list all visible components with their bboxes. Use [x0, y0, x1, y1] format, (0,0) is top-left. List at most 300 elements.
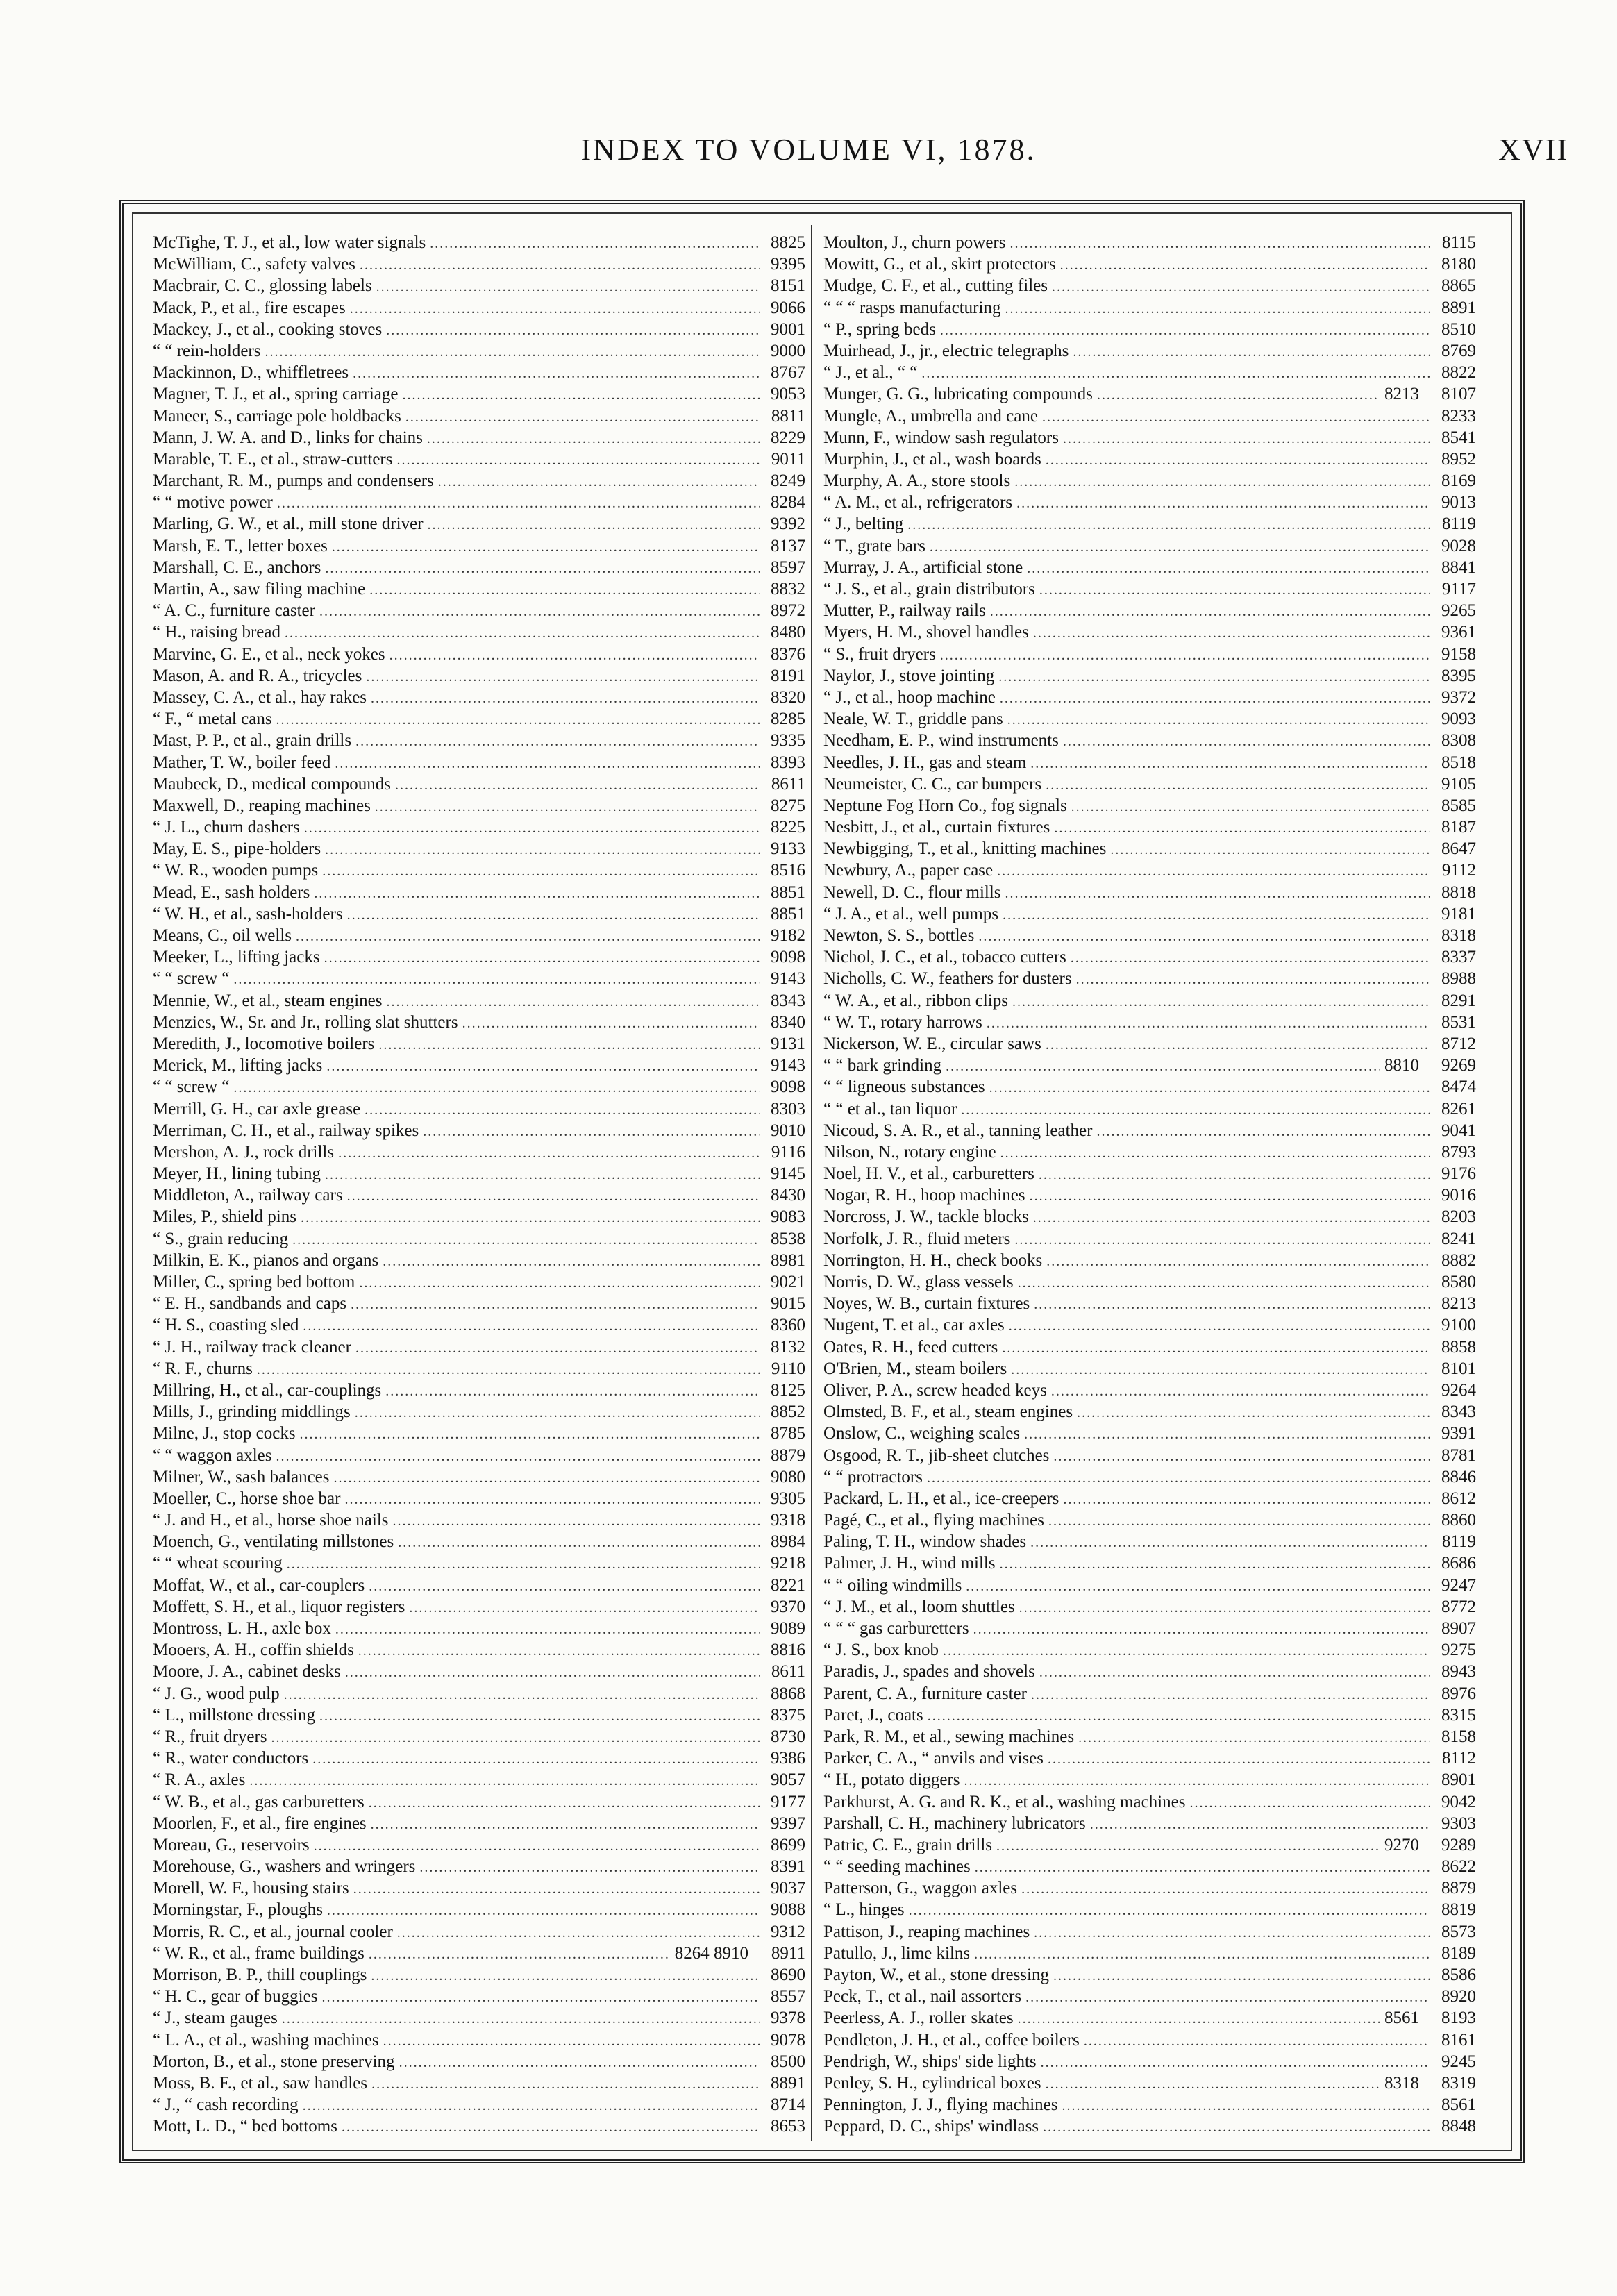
leader-dots	[1009, 1316, 1430, 1337]
entry-number: 8213	[1441, 1294, 1476, 1314]
entry-number: 9015	[771, 1294, 805, 1314]
index-entry	[153, 1336, 805, 1358]
leader-dots	[1002, 1338, 1430, 1359]
entry-number: 9080	[771, 1467, 805, 1486]
leader-dots	[940, 645, 1430, 667]
entry-number: 9105	[1441, 774, 1476, 794]
index-entry	[153, 838, 805, 860]
leader-dots	[1000, 1554, 1430, 1575]
index-entry	[153, 513, 805, 535]
entry-number: 8119	[1441, 514, 1476, 534]
entry-text: Mast, P. P., et al., grain drills	[153, 731, 352, 751]
leader-dots	[325, 1164, 760, 1186]
entry-text: Nickerson, W. E., circular saws	[823, 1034, 1041, 1053]
index-entry	[823, 644, 1476, 665]
entry-number: 9011	[771, 449, 805, 469]
leader-dots	[1000, 1143, 1430, 1164]
leader-dots	[1060, 255, 1430, 276]
leader-dots	[358, 1641, 760, 1662]
index-entry	[153, 1552, 805, 1574]
leader-dots	[366, 667, 760, 688]
leader-dots	[1062, 2095, 1430, 2117]
entry-number: 8811	[771, 406, 805, 426]
entry-text: “ “ motive power	[153, 493, 273, 512]
index-entry	[153, 730, 805, 751]
leader-dots	[351, 1294, 760, 1316]
entry-number: 8561	[1441, 2095, 1476, 2115]
index-entry	[823, 383, 1476, 405]
leader-dots	[345, 1662, 760, 1684]
entry-text: Marshall, C. E., anchors	[153, 558, 321, 577]
leader-dots	[946, 1056, 1380, 1078]
entry-number: 8340	[771, 1012, 805, 1032]
index-entry	[153, 1791, 805, 1813]
index-entry	[153, 1575, 805, 1596]
index-entry	[823, 1748, 1476, 1769]
leader-dots	[233, 969, 760, 991]
index-entry	[823, 1834, 1476, 1856]
entry-text: Newbury, A., paper case	[823, 861, 994, 880]
leader-dots	[393, 1511, 760, 1532]
entry-number: 9037	[771, 1879, 805, 1898]
index-entry	[823, 1769, 1476, 1791]
entry-number: 8115	[1441, 233, 1476, 252]
leader-dots	[344, 1489, 760, 1511]
leader-dots	[1077, 1402, 1430, 1424]
column-divider	[811, 225, 812, 2141]
index-entry	[153, 1834, 805, 1856]
entry-text: Marling, G. W., et al., mill stone driver	[153, 514, 424, 534]
entry-text: Needham, E. P., wind instruments	[823, 731, 1059, 751]
page-title: INDEX TO VOLUME VI, 1878.	[580, 133, 1037, 167]
leader-dots	[403, 385, 760, 406]
leader-dots	[974, 1944, 1430, 1966]
entry-text: “ A. C., furniture caster	[153, 601, 315, 621]
entry-text: Millring, H., et al., car-couplings	[153, 1380, 382, 1400]
leader-dots	[371, 1814, 760, 1836]
leader-dots	[353, 1879, 760, 1900]
entry-text: Mutter, P., railway rails	[823, 601, 986, 621]
entry-text: Middleton, A., railway cars	[153, 1186, 343, 1205]
index-entry	[823, 1986, 1476, 2007]
entry-number: 8284	[771, 493, 805, 512]
entry-number: 9305	[771, 1489, 805, 1508]
index-entry	[823, 1228, 1476, 1250]
index-entry	[153, 492, 805, 513]
index-entry	[153, 1877, 805, 1899]
entry-text: Patullo, J., lime kilns	[823, 1943, 971, 1963]
entry-text: “ “ “ rasps manufacturing	[823, 298, 1001, 317]
entry-text: Mead, E., sash holders	[153, 882, 310, 902]
index-entry	[823, 1358, 1476, 1380]
index-entry	[823, 1943, 1476, 1964]
leader-dots	[303, 1316, 760, 1337]
leader-dots	[1090, 1814, 1430, 1836]
index-entry	[823, 513, 1476, 535]
entry-number: 8952	[1441, 449, 1476, 469]
index-entry	[823, 773, 1476, 795]
index-entry	[823, 600, 1476, 621]
entry-text: “ H. S., coasting sled	[153, 1316, 299, 1335]
entry-number: 9269	[1441, 1056, 1476, 1075]
leader-dots	[1005, 883, 1430, 905]
leader-dots	[978, 926, 1430, 948]
entry-text: Payton, W., et al., stone dressing	[823, 1966, 1049, 1984]
entry-number: 8825	[771, 233, 805, 252]
entry-number: 8376	[771, 644, 805, 664]
entry-text: McTighe, T. J., et al., low water signals	[153, 233, 426, 252]
entry-text: Neptune Fog Horn Co., fog signals	[823, 796, 1067, 815]
index-entry	[153, 1098, 805, 1120]
entry-number: 9145	[771, 1164, 805, 1184]
entry-number: 8249	[771, 471, 805, 491]
index-entry	[823, 1380, 1476, 1401]
entry-number: 8586	[1441, 1966, 1476, 1984]
entry-number: 8712	[1441, 1034, 1476, 1053]
entry-number: 8112	[1441, 1749, 1476, 1768]
entry-number: 8187	[1441, 818, 1476, 837]
index-entry	[153, 557, 805, 578]
index-entry	[823, 2094, 1476, 2115]
entry-text: Mackey, J., et al., cooking stoves	[153, 319, 383, 339]
entry-text: McWilliam, C., safety valves	[153, 255, 355, 274]
index-entry	[823, 1726, 1476, 1748]
leader-dots	[1052, 276, 1430, 298]
entry-text: “ W. A., et al., ribbon clips	[823, 991, 1008, 1010]
leader-dots	[355, 1402, 760, 1424]
index-entry	[153, 1423, 805, 1444]
entry-text: Miller, C., spring bed bottom	[153, 1273, 355, 1291]
entry-text: “ J., belting	[823, 514, 904, 534]
entry-number: 8907	[1441, 1619, 1476, 1638]
leader-dots	[355, 1338, 760, 1359]
entry-number: 8229	[771, 428, 805, 447]
entry-text: Norfolk, J. R., fluid meters	[823, 1229, 1011, 1248]
entry-number: 8573	[1441, 1922, 1476, 1941]
leader-dots	[371, 2074, 760, 2095]
index-entry	[823, 1552, 1476, 1574]
index-entry	[153, 383, 805, 405]
index-entry	[823, 253, 1476, 275]
leader-dots	[1048, 1749, 1430, 1770]
left-column	[153, 232, 805, 2138]
leader-dots	[233, 1078, 760, 1099]
index-entry	[153, 1488, 805, 1509]
entry-text: Moore, J. A., cabinet desks	[153, 1662, 341, 1682]
index-entry	[153, 470, 805, 492]
leader-dots	[1084, 2031, 1430, 2052]
entry-number: 8541	[1441, 428, 1476, 447]
index-entry	[153, 1271, 805, 1293]
index-entry	[153, 708, 805, 730]
index-entry	[823, 2115, 1476, 2137]
entry-number: 8580	[1441, 1273, 1476, 1291]
entry-number: 8879	[1441, 1879, 1476, 1898]
entry-text: Moulton, J., churn powers	[823, 233, 1006, 252]
entry-text: Mann, J. W. A. and D., links for chains	[153, 428, 423, 447]
leader-dots	[1046, 2074, 1380, 2095]
entry-number: 8132	[771, 1337, 805, 1357]
entry-number: 9016	[1441, 1186, 1476, 1205]
leader-dots	[928, 1706, 1430, 1727]
entry-number: 9000	[771, 341, 805, 360]
entry-extra-number: 9270	[1384, 1835, 1419, 1854]
entry-text: Milner, W., sash balances	[153, 1467, 330, 1486]
leader-dots	[342, 2117, 760, 2138]
entry-number: 8203	[1441, 1207, 1476, 1227]
entry-text: Martin, A., saw filing machine	[153, 580, 366, 598]
leader-dots	[1034, 1922, 1430, 1944]
leader-dots	[398, 1532, 760, 1554]
entry-number: 8891	[1441, 298, 1476, 317]
entry-number: 8500	[771, 2052, 805, 2071]
entry-number: 9083	[771, 1207, 805, 1227]
leader-dots	[369, 1944, 671, 1966]
leader-dots	[1011, 1359, 1430, 1381]
index-entry	[153, 1163, 805, 1184]
entry-number: 8221	[771, 1575, 805, 1595]
index-entry	[823, 752, 1476, 773]
entry-text: “ R. A., axles	[153, 1770, 246, 1790]
entry-text: “ W. H., et al., sash-holders	[153, 904, 343, 923]
leader-dots	[396, 450, 760, 471]
index-entry	[823, 578, 1476, 600]
entry-number: 8860	[1441, 1511, 1476, 1530]
entry-number: 8169	[1441, 471, 1476, 491]
index-entry	[823, 665, 1476, 687]
leader-dots	[399, 2052, 760, 2074]
entry-text: “ “ wheat scouring	[153, 1554, 283, 1573]
index-entry	[153, 687, 805, 708]
leader-dots	[359, 1273, 760, 1294]
entry-text: Nugent, T. et al., car axles	[823, 1316, 1005, 1335]
index-entry	[823, 1055, 1476, 1076]
entry-number: 9143	[771, 1056, 805, 1075]
index-entry	[153, 2029, 805, 2051]
leader-dots	[1031, 1684, 1430, 1706]
entry-number: 8101	[1441, 1359, 1476, 1378]
entry-text: Morton, B., et al., stone preserving	[153, 2052, 395, 2071]
entry-text: Montross, L. H., axle box	[153, 1619, 331, 1638]
entry-text: Osgood, R. T., jib-sheet clutches	[823, 1446, 1050, 1465]
entry-number: 9098	[771, 948, 805, 967]
index-entry	[153, 1596, 805, 1618]
index-entry	[153, 1401, 805, 1423]
entry-number: 8233	[1441, 406, 1476, 426]
leader-dots	[409, 1598, 760, 1619]
entry-text: Marchant, R. M., pumps and condensers	[153, 471, 434, 491]
entry-text: Parshall, C. H., machinery lubricators	[823, 1813, 1086, 1833]
entry-text: Pendleton, J. H., et al., coffee boilers	[823, 2030, 1080, 2050]
entry-number: 8241	[1441, 1229, 1476, 1248]
entry-number: 9110	[771, 1359, 805, 1378]
entry-text: Norrington, H. H., check books	[823, 1250, 1043, 1270]
entry-number: 8901	[1441, 1770, 1476, 1790]
leader-dots	[423, 1121, 760, 1143]
leader-dots	[1039, 1164, 1430, 1186]
index-entry	[153, 795, 805, 816]
entry-number: 9098	[771, 1078, 805, 1097]
index-entry	[823, 903, 1476, 925]
entry-number: 8846	[1441, 1467, 1476, 1486]
entry-text: “ J. and H., et al., horse shoe nails	[153, 1511, 389, 1530]
entry-text: Nicoud, S. A. R., et al., tanning leather	[823, 1121, 1093, 1140]
index-entry	[823, 2029, 1476, 2051]
entry-text: Penley, S. H., cylindrical boxes	[823, 2073, 1041, 2093]
entry-number: 8161	[1441, 2030, 1476, 2050]
entry-text: Mott, L. D., “ bed bottoms	[153, 2117, 337, 2136]
index-entry	[153, 1618, 805, 1639]
entry-text: “ S., grain reducing	[153, 1229, 289, 1248]
index-entry	[153, 1683, 805, 1704]
entry-text: Paling, T. H., window shades	[823, 1532, 1027, 1552]
leader-dots	[371, 1966, 760, 1987]
index-entry	[153, 1314, 805, 1336]
index-entry	[153, 1943, 805, 1964]
leader-dots	[964, 1770, 1430, 1792]
entry-number: 9177	[771, 1792, 805, 1811]
leader-dots	[1030, 1532, 1430, 1554]
leader-dots	[257, 1359, 760, 1381]
entry-number: 9245	[1441, 2052, 1476, 2071]
entry-text: “ J. M., et al., loom shuttles	[823, 1597, 1015, 1616]
leader-dots	[1027, 558, 1430, 580]
entry-number: 9275	[1441, 1641, 1476, 1660]
index-entry	[153, 1813, 805, 1834]
entry-number: 8125	[771, 1380, 805, 1400]
entry-number: 9053	[771, 385, 805, 404]
leader-dots	[1018, 2009, 1380, 2030]
entry-number: 9116	[771, 1142, 805, 1162]
entry-number: 8318	[1441, 926, 1476, 945]
leader-dots	[462, 1013, 760, 1034]
entry-number: 8976	[1441, 1684, 1476, 1703]
entry-number: 8585	[1441, 796, 1476, 815]
entry-number: 8852	[771, 1402, 805, 1422]
entry-number: 9395	[771, 255, 805, 274]
entry-extra-number: 8318	[1384, 2073, 1419, 2093]
entry-text: Pennington, J. J., flying machines	[823, 2095, 1058, 2115]
leader-dots	[383, 2031, 760, 2052]
index-entry	[823, 557, 1476, 578]
leader-dots	[276, 1446, 760, 1468]
leader-dots	[1014, 1230, 1430, 1251]
entry-number: 8337	[1441, 948, 1476, 967]
entry-text: “ J. G., wood pulp	[153, 1684, 280, 1703]
index-entry	[153, 1206, 805, 1227]
entry-number: 8822	[1441, 363, 1476, 383]
entry-text: Newell, D. C., flour mills	[823, 882, 1001, 902]
entry-text: “ L., millstone dressing	[153, 1705, 315, 1725]
entry-text: Mungle, A., umbrella and cane	[823, 406, 1038, 426]
entry-number: 8851	[771, 882, 805, 902]
entry-number: 8848	[1441, 2117, 1476, 2136]
entry-text: “ J. S., box knob	[823, 1641, 939, 1660]
index-entry	[823, 1466, 1476, 1488]
index-entry	[823, 730, 1476, 751]
leader-dots	[909, 1900, 1430, 1922]
entry-number: 9265	[1441, 601, 1476, 621]
entry-text: Meyer, H., lining tubing	[153, 1164, 321, 1184]
entry-number: 9021	[771, 1273, 805, 1291]
entry-text: “ L. A., et al., washing machines	[153, 2030, 379, 2050]
index-entry	[823, 1661, 1476, 1682]
entry-number: 8984	[771, 1532, 805, 1552]
leader-dots	[1071, 948, 1430, 969]
entry-text: Peck, T., et al., nail assorters	[823, 1987, 1022, 2006]
entry-number: 9391	[1441, 1424, 1476, 1443]
entry-number: 9066	[771, 298, 805, 317]
entry-text: Nichol, J. C., et al., tobacco cutters	[823, 948, 1066, 967]
entry-number: 9158	[1441, 644, 1476, 664]
index-entry	[153, 968, 805, 989]
index-entry	[153, 1748, 805, 1769]
right-column	[823, 232, 1476, 2138]
index-entry	[823, 795, 1476, 816]
index-entry	[823, 1401, 1476, 1423]
leader-dots	[989, 1078, 1430, 1099]
leader-dots	[1078, 1727, 1430, 1749]
entry-text: Menzies, W., Sr. and Jr., rolling slat shutters	[153, 1012, 458, 1032]
entry-text: Mills, J., grinding middlings	[153, 1402, 351, 1422]
index-entry	[153, 340, 805, 362]
entry-number: 8882	[1441, 1250, 1476, 1270]
entry-text: Meredith, J., locomotive boilers	[153, 1034, 375, 1053]
entry-number: 8158	[1441, 1727, 1476, 1746]
leader-dots	[312, 1749, 760, 1770]
index-entry	[823, 470, 1476, 492]
index-entry	[823, 816, 1476, 838]
entry-number: 8611	[771, 1662, 805, 1682]
index-entry	[153, 1986, 805, 2007]
entry-text: Morrison, B. P., thill couplings	[153, 1966, 367, 1984]
entry-text: Parker, C. A., “ anvils and vises	[823, 1749, 1044, 1768]
index-entry	[823, 1639, 1476, 1661]
entry-text: May, E. S., pipe-holders	[153, 839, 321, 859]
index-entry	[153, 1012, 805, 1033]
index-entry	[153, 427, 805, 449]
index-entry	[153, 1228, 805, 1250]
index-entry	[153, 578, 805, 600]
leader-dots	[347, 1186, 760, 1207]
index-entry	[823, 1076, 1476, 1098]
index-entry	[823, 275, 1476, 296]
index-entry	[823, 1206, 1476, 1227]
leader-dots	[961, 1100, 1430, 1121]
entry-text: Neumeister, C. C., car bumpers	[823, 774, 1042, 794]
entry-text: Neale, W. T., griddle pans	[823, 710, 1003, 729]
entry-text: Merrill, G. H., car axle grease	[153, 1099, 361, 1118]
leader-dots	[1039, 580, 1430, 601]
entry-text: “ E. H., sandbands and caps	[153, 1294, 347, 1314]
entry-number: 8851	[771, 904, 805, 923]
index-entry	[153, 535, 805, 557]
entry-text: “ P., spring beds	[823, 319, 936, 339]
entry-text: Means, C., oil wells	[153, 926, 292, 945]
index-entry	[153, 946, 805, 968]
entry-number: 8920	[1441, 1987, 1476, 2006]
leader-dots	[1019, 1598, 1430, 1619]
entry-number: 8785	[771, 1424, 805, 1443]
leader-dots	[350, 299, 760, 320]
entry-text: “ W. R., et al., frame buildings	[153, 1943, 365, 1963]
entry-text: Meeker, L., lifting jacks	[153, 948, 320, 967]
index-entry	[823, 946, 1476, 968]
entry-text: Nilson, N., rotary engine	[823, 1142, 996, 1162]
leader-dots	[1003, 905, 1430, 926]
entry-text: Noyes, W. B., curtain fixtures	[823, 1294, 1030, 1314]
index-entry	[153, 1509, 805, 1531]
